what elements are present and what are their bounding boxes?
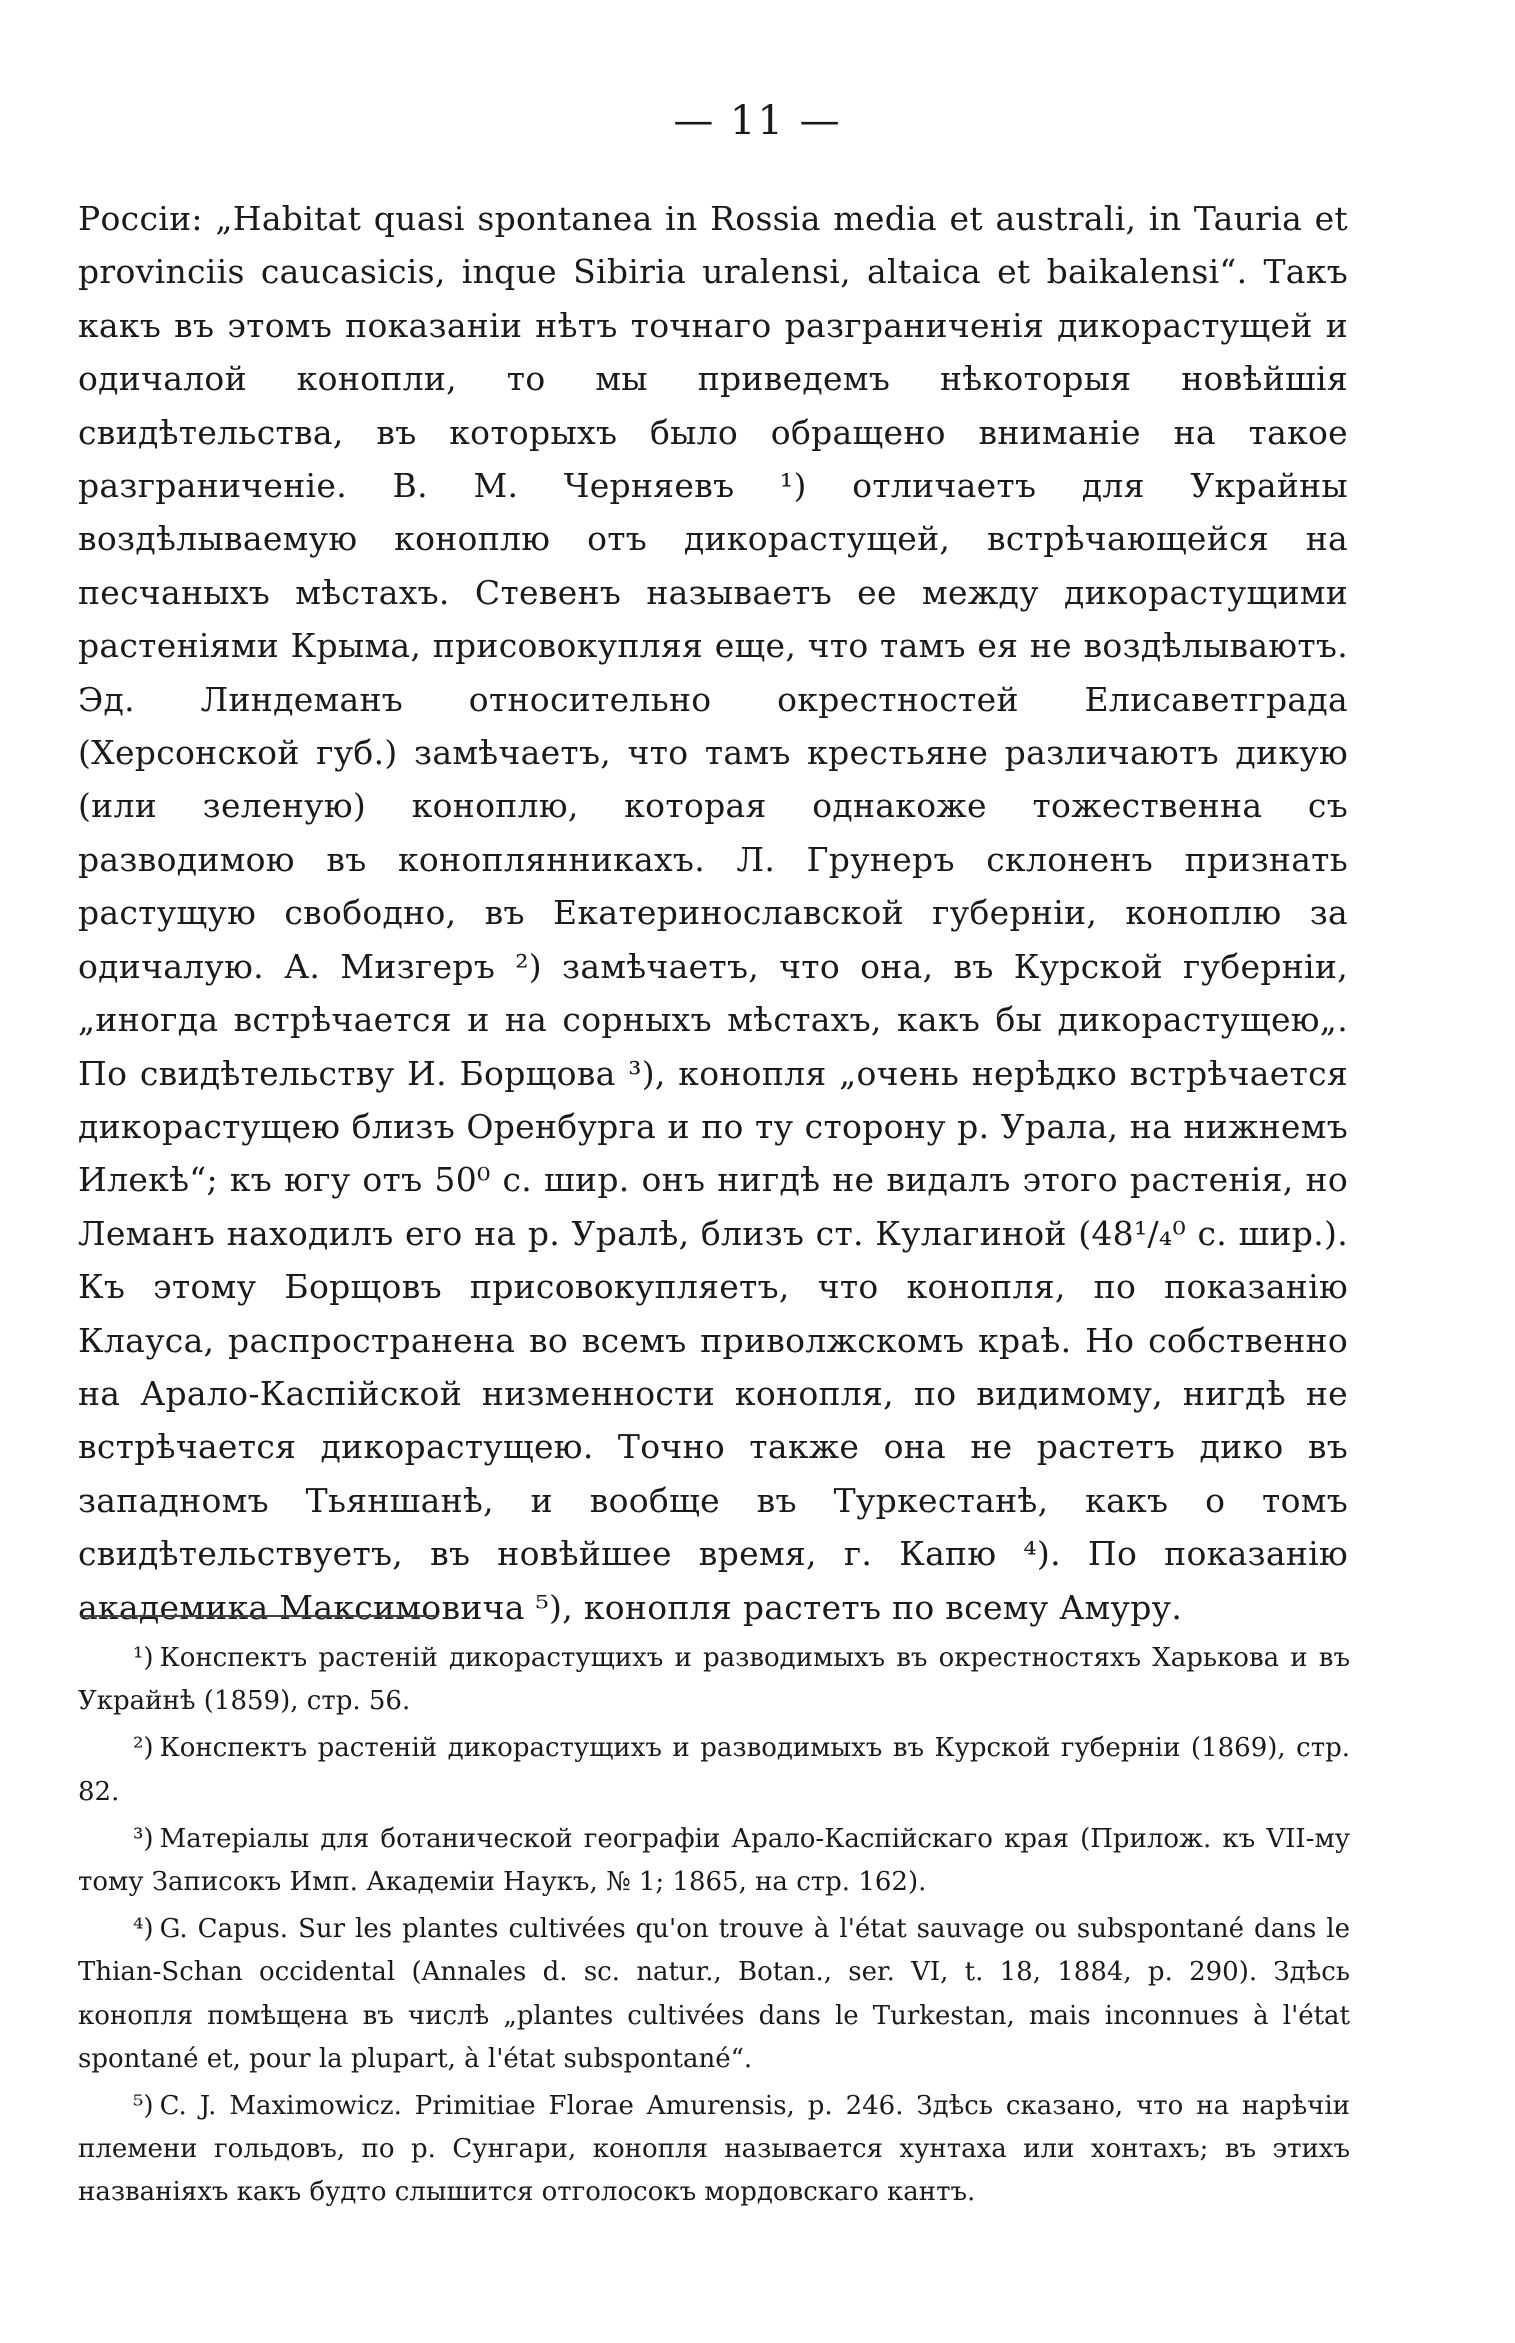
footnote-text: Конспектъ растеній дикорастущихъ и разводимыхъ въ окрестностяхъ Харькова и въ Украйнѣ (1859), стр. 56. xyxy=(78,1643,1350,1717)
footnote-marker: ¹) xyxy=(133,1643,154,1673)
page-number: — 11 — xyxy=(673,98,842,144)
footnote-marker: ²) xyxy=(133,1733,154,1764)
footnote-4 xyxy=(78,1908,1350,2081)
footnote-text: G. Capus. Sur les plantes cultivées qu'on trouve à l'état sauvage ou subspontané dans le Thian-Schan occidental (Annales d. sc. natur., Botan., ser. VI, t. 18, 1884, p. 290). Здѣсь конопля помѣщена въ числѣ „plantes cultivées dans le Turkestan, mais inconnues à l'état spontané et, pour la plupart, à l'état subspontané“. xyxy=(78,1914,1350,2074)
footnote-marker: ⁵) xyxy=(133,2091,154,2122)
footnote-1 xyxy=(78,1637,1350,1723)
footnote-text: C. J. Maximowicz. Primitiae Florae Amurensis, p. 246. Здѣсь сказано, что на нарѣчіи племени гольдовъ, по р. Сунгари, конопля называется хунтаха или хонтахъ; въ этихъ названіяхъ какъ будто слышится отголосокъ мордовскаго кантъ. xyxy=(78,2091,1350,2208)
footnote-marker: ³) xyxy=(133,1823,154,1854)
footnote-3 xyxy=(78,1818,1350,1904)
footnote-text: Конспектъ растеній дикорастущихъ и разводимыхъ въ Курской губерніи (1869), стр. 82. xyxy=(78,1733,1350,1807)
body-paragraph: Россіи: „Habitat quasi spontanea in Rossia media et australi, in Tauria et provinciis caucasicis, inque Sibiria uralensi, altaica et baikalensi“. Такъ какъ въ этомъ показаніи нѣтъ точнаго разграниченія дикорастущей и одичалой конопли, то мы приведемъ нѣкоторыя новѣйшія свидѣтельства, въ которыхъ было обращено вниманіе на такое разграниченіе. В. М. Черняевъ ¹) отличаетъ для Украйны воздѣлываемую коноплю отъ дикорастущей, встрѣчающейся на песчаныхъ мѣстахъ. Стевенъ называетъ ее между дикорастущими растеніями Крыма, присовокупляя еще, что тамъ ея не воздѣлываютъ. Эд. Линдеманъ относительно окрестностей Елисаветграда (Херсонской губ.) замѣчаетъ, что тамъ крестьяне различаютъ дикую (или зеленую) коноплю, которая однакоже тожественна съ разводимою въ коноплянникахъ. Л. Грунеръ склоненъ признать растущую свободно, въ Екатеринославской губерніи, коноплю за одичалую. А. Мизгеръ ²) замѣчаетъ, что она, въ Курской губерніи, „иногда встрѣчается и на сорныхъ мѣстахъ, какъ бы дикорастущею„. По свидѣтельству И. Борщова ³), конопля „очень нерѣдко встрѣчается дикорастущею близъ Оренбурга и по ту сторону р. Урала, на нижнемъ Илекѣ“; къ югу отъ 50⁰ с. шир. онъ нигдѣ не видалъ этого растенія, но Леманъ находилъ его на р. Уралѣ, близъ ст. Кулагиной (48¹/₄⁰ с. шир.). Къ этому Борщовъ присовокупляетъ, что конопля, по показанію Клауса, распространена во всемъ приволжскомъ краѣ. Но собственно на Арало-Каспійской низменности конопля, по видимому, нигдѣ не встрѣчается дикорастущею. Точно также она не растетъ дико въ западномъ Тьяншанѣ, и вообще въ Туркестанѣ, какъ о томъ свидѣтельствуетъ, въ новѣйшее время, г. Капю ⁴). По показанію академика Максимовича ⁵), конопля растетъ по всему Амуру. xyxy=(78,199,1348,1627)
footnote-separator xyxy=(80,1615,438,1617)
footnote-2 xyxy=(78,1727,1350,1813)
footnote-5 xyxy=(78,2085,1350,2215)
footnote-text: Матеріалы для ботанической географіи Арало-Каспійскаго края (Прилож. къ VII-му тому Записокъ Имп. Академіи Наукъ, № 1; 1865, на стр. 162). xyxy=(78,1823,1350,1898)
footnotes xyxy=(78,1637,1350,2219)
footnote-marker: ⁴) xyxy=(133,1914,154,1945)
